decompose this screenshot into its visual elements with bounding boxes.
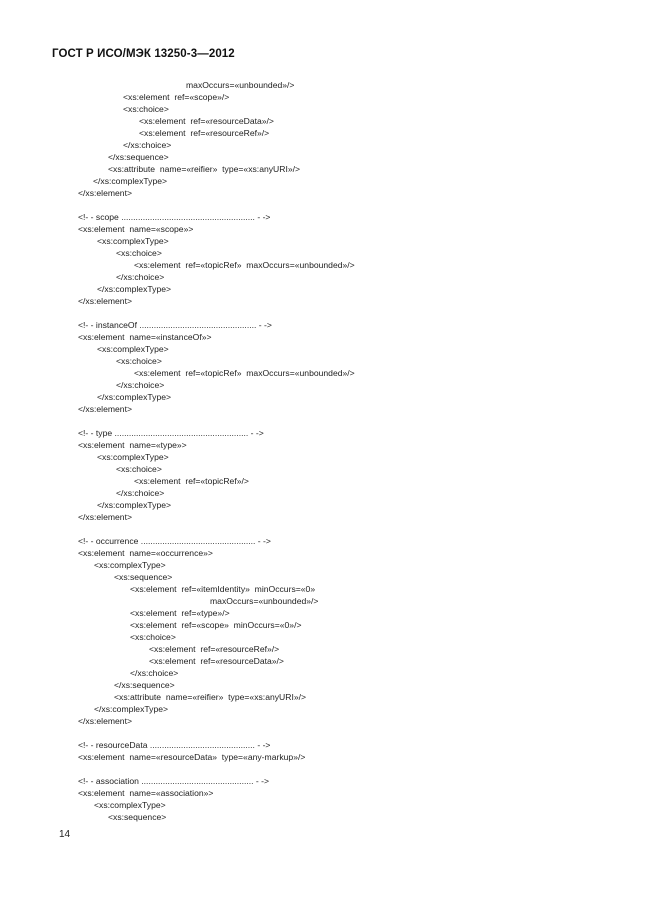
code-line: <xs:choice> [130,632,176,642]
code-line: <xs:element ref=«scope» minOccurs=«0»/> [130,620,302,630]
code-line: <xs:sequence> [108,812,167,822]
code-line: <xs:choice> [116,248,162,258]
code-line: </xs:element> [78,716,132,726]
code-line: <xs:element ref=«topicRef» maxOccurs=«unbounded»/> [134,368,355,378]
code-line: <xs:element name=«resourceData» type=«any-markup»/> [78,752,306,762]
code-line: maxOccurs=«unbounded»/> [186,80,295,90]
code-line: <xs:sequence> [114,572,173,582]
code-line: <xs:attribute name=«reifier» type=«xs:anyURI»/> [114,692,307,702]
code-line: </xs:element> [78,512,132,522]
code-line: </xs:choice> [130,668,179,678]
code-comment-line: <!- - resourceData ............................................ - -> [78,740,271,750]
code-line: <xs:element name=«association»> [78,788,214,798]
code-line [0,523,355,535]
code-line: <xs:element name=«instanceOf»> [78,332,212,342]
code-line: <xs:element ref=«itemIdentity» minOccurs=«0» [130,584,316,594]
code-line: <xs:element ref=«resourceData»/> [139,116,274,126]
code-comment-line: <!- - type ........................................................ - -> [78,428,264,438]
page-number: 14 [59,829,71,840]
code-line: </xs:complexType> [97,284,172,294]
code-line: </xs:complexType> [97,392,172,402]
code-line: <xs:complexType> [94,560,166,570]
code-line: <xs:element ref=«topicRef» maxOccurs=«unbounded»/> [134,260,355,270]
code-line [0,307,355,319]
code-line: <xs:choice> [116,464,162,474]
code-comment-line: <!- - occurrence ................................................ - -> [78,536,271,546]
code-line: </xs:sequence> [114,680,175,690]
code-line: </xs:sequence> [108,152,169,162]
code-line: </xs:choice> [116,488,165,498]
code-line: <xs:complexType> [97,236,169,246]
code-line [0,199,355,211]
code-line: <xs:element ref=«resourceData»/> [149,656,284,666]
code-line [0,415,355,427]
code-line: maxOccurs=«unbounded»/> [210,596,319,606]
code-line: </xs:choice> [116,380,165,390]
code-line: </xs:complexType> [97,500,172,510]
code-line: <xs:attribute name=«reifier» type=«xs:anyURI»/> [108,164,301,174]
code-line: </xs:choice> [116,272,165,282]
code-line: <xs:complexType> [94,800,166,810]
code-line: <xs:complexType> [97,452,169,462]
code-line: <xs:choice> [123,104,169,114]
code-line: <xs:element ref=«type»/> [130,608,230,618]
code-line: <xs:complexType> [97,344,169,354]
code-line: </xs:element> [78,296,132,306]
code-line: </xs:choice> [123,140,172,150]
xml-schema-listing [0,79,355,823]
code-line: <xs:element name=«occurrence»> [78,548,213,558]
code-line: </xs:complexType> [93,176,168,186]
code-line: </xs:complexType> [94,704,169,714]
code-line: <xs:element name=«type»> [78,440,187,450]
code-line [0,763,355,775]
code-line: <xs:element name=«scope»> [78,224,194,234]
code-line: <xs:element ref=«resourceRef»/> [139,128,270,138]
code-line [0,727,355,739]
document-header: ГОСТ Р ИСО/МЭК 13250-3—2012 [52,48,235,60]
code-line: <xs:element ref=«topicRef»/> [134,476,249,486]
code-line: <xs:choice> [116,356,162,366]
code-line: <xs:element ref=«resourceRef»/> [149,644,280,654]
code-line: </xs:element> [78,404,132,414]
code-comment-line: <!- - scope ........................................................ - -> [78,212,271,222]
code-comment-line: <!- - association ............................................... - -> [78,776,270,786]
code-line: </xs:element> [78,188,132,198]
code-line: <xs:element ref=«scope»/> [123,92,230,102]
code-comment-line: <!- - instanceOf ................................................. - -> [78,320,272,330]
